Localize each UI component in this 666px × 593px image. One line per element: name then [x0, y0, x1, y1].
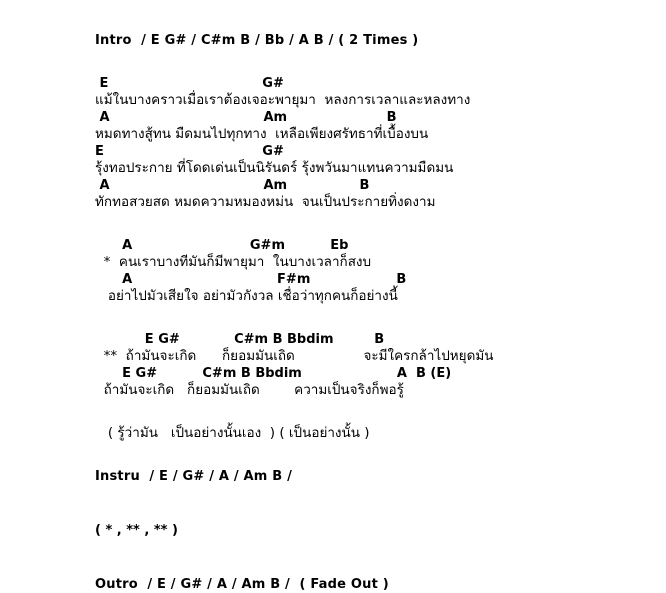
section-header-line: Outro / E / G# / A / Am B / ( Fade Out ) [95, 577, 389, 592]
lyric-line: แม้ในบางคราวเมื่อเราต้องเจอะพายุมา หลงการเวลาและหลงทาง [95, 92, 471, 108]
chord-line: A Am B [95, 110, 397, 125]
spacer-line [95, 459, 655, 468]
spacer-line [95, 49, 655, 66]
spacer-line [95, 66, 655, 75]
spacer-line [95, 539, 655, 556]
lyric-line: ** ถ้ามันจะเกิด ก็ยอมมันเถิด จะมีใครกล้าไปหยุดมัน [95, 348, 494, 364]
spacer-line [95, 322, 655, 331]
spacer-line [95, 442, 655, 459]
repeat-marker-line: ( * , ** , ** ) [95, 523, 178, 538]
section-header-line: Instru / E / G# / A / Am B / [95, 469, 293, 484]
chord-line: A Am B [95, 178, 370, 193]
spacer-line [95, 556, 655, 576]
spacer-line [95, 211, 655, 228]
lyric-line: ถ้ามันจะเกิด ก็ยอมมันเถิด ความเป็นจริงก็พอรู้ [95, 382, 404, 398]
song-body [95, 32, 655, 593]
chord-line: E G# C#m B Bbdim A B (E) [95, 366, 452, 381]
chord-line: E G# C#m B Bbdim B [95, 332, 385, 347]
spacer-line [95, 485, 655, 502]
chord-line: E G# [95, 144, 284, 159]
lyric-line: หมดทางสู้ทน มืดมนไปทุกทาง เหลือเพียงศรัทธาที่เบื้องบน [95, 126, 429, 142]
section-header-line: Intro / E G# / C#m B / Bb / A B / ( 2 Times ) [95, 33, 419, 48]
lyric-line: รุ้งทอประกาย ที่โดดเด่นเป็นนิรันดร์ รุ้งพวันมาแทนความมืดมน [95, 160, 454, 176]
lyric-line: ทักทอสวยสด หมดความหมองหม่น จนเป็นประกายทิ่งดงาม [95, 194, 436, 210]
spacer-line [95, 305, 655, 322]
chord-line: A G#m Eb [95, 238, 349, 253]
spacer-line [95, 502, 655, 522]
spacer-line [95, 399, 655, 416]
parenthetical-lyric-line: ( รู้ว่ามัน เป็นอย่างนั้นเอง ) ( เป็นอย่างนั้น ) [95, 425, 370, 441]
chord-line: A F#m B [95, 272, 407, 287]
spacer-line [95, 228, 655, 237]
lyric-line: อย่าไปมัวเสียใจ อย่ามัวกังวล เชื่อว่าทุกคนก็อย่างนี้ [95, 288, 398, 304]
spacer-line [95, 416, 655, 425]
lyric-line: * คนเราบางทีมันก็มีพายุมา ในบางเวลาก็สงบ [95, 254, 372, 270]
chord-line: E G# [95, 76, 284, 91]
